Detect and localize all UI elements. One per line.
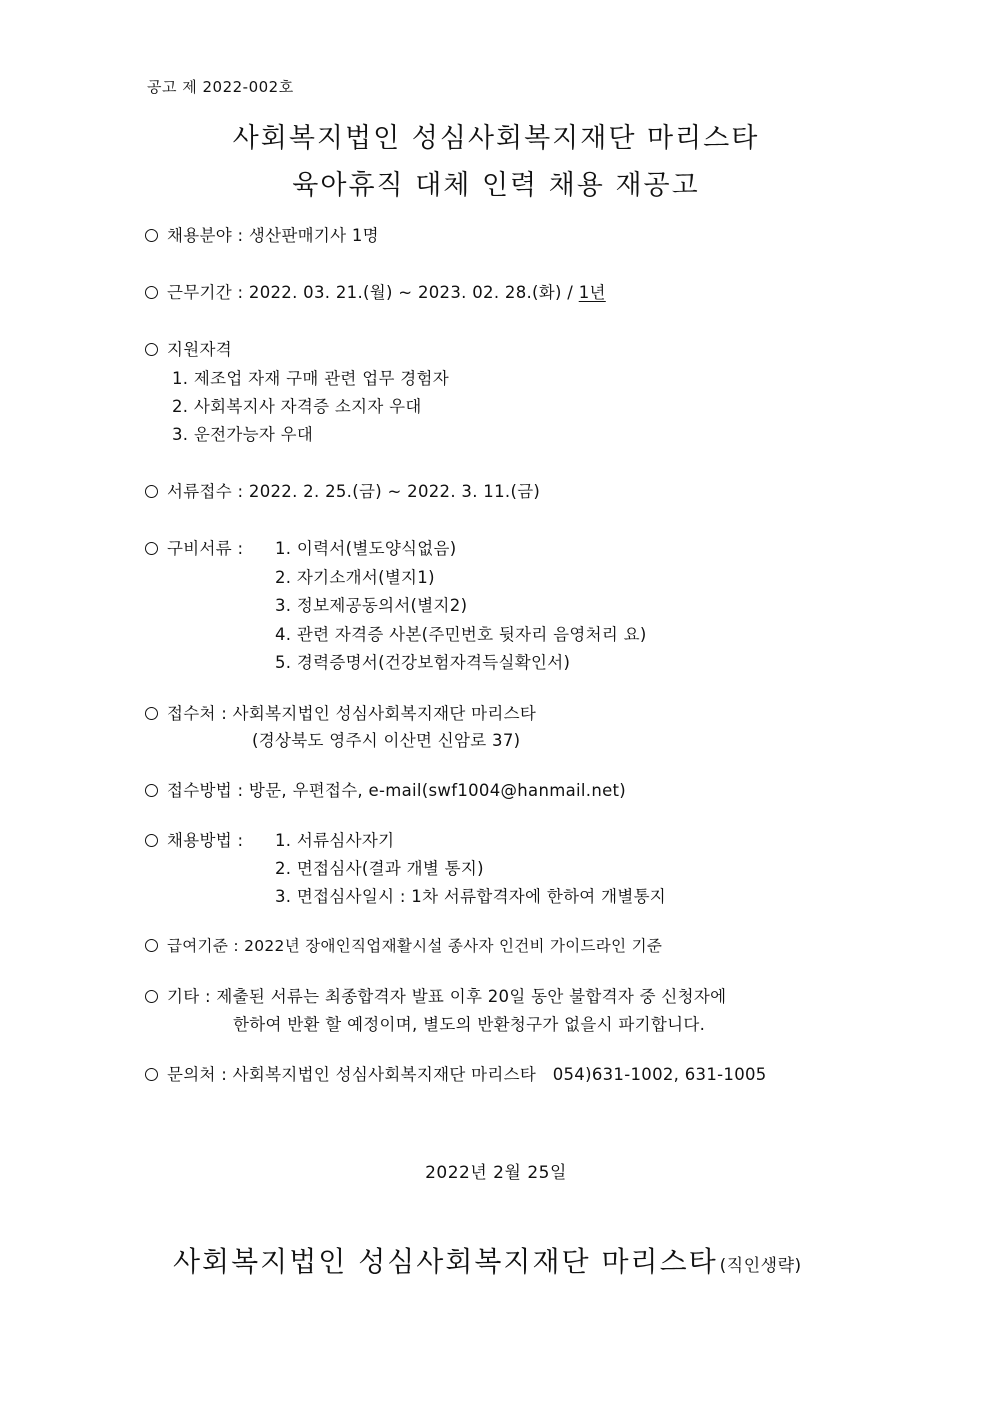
submission-period-line xyxy=(145,484,540,501)
contact-line xyxy=(145,1067,767,1084)
qualification-item: 1. 제조업 자재 구매 관련 업무 경험자 xyxy=(172,369,449,388)
etc-text: 기타 : 제출된 서류는 최종합격자 발표 이후 20일 동안 불합격자 중 신청자에 xyxy=(167,987,727,1006)
notice-date: 2022년 2월 25일 xyxy=(425,1163,567,1183)
seal-note: (직인생략) xyxy=(719,1256,802,1276)
method-line xyxy=(145,783,626,800)
circle-bullet-icon xyxy=(145,1068,158,1081)
field-text: 채용분야 : 생산판매기사 1명 xyxy=(167,226,379,245)
page-title-line1: 사회복지법인 성심사회복지재단 마리스타 xyxy=(232,123,760,154)
submission-period-text: 서류접수 : 2022. 2. 25.(금) ~ 2022. 3. 11.(금) xyxy=(167,482,541,501)
circle-bullet-icon xyxy=(145,990,158,1003)
receiver-line xyxy=(145,706,536,723)
organization-signature xyxy=(173,1240,802,1280)
document-item: 4. 관련 자격증 사본(주민번호 뒷자리 음영처리 요) xyxy=(275,625,647,644)
page-title-line2: 육아휴직 대체 인력 채용 재공고 xyxy=(292,170,700,201)
documents-heading-text: 구비서류 : xyxy=(167,539,244,558)
circle-bullet-icon xyxy=(145,542,158,555)
document-item: 3. 정보제공동의서(별지2) xyxy=(275,596,468,615)
qualification-heading xyxy=(145,342,232,359)
qualification-item: 3. 운전가능자 우대 xyxy=(172,425,314,444)
qualification-heading-text: 지원자격 xyxy=(167,340,232,359)
receiver-address: (경상북도 영주시 이산면 신암로 37) xyxy=(252,731,521,750)
document-item: 1. 이력서(별도양식없음) xyxy=(275,539,457,558)
organization-name: 사회복지법인 성심사회복지재단 마리스타 xyxy=(173,1245,718,1278)
document-item: 2. 자기소개서(별지1) xyxy=(275,568,435,587)
documents-heading xyxy=(145,541,243,558)
hiring-item: 3. 면접심사일시 : 1차 서류합격자에 한하여 개별통지 xyxy=(275,887,667,906)
period-duration: 1년 xyxy=(578,283,606,302)
contact-text: 문의처 : 사회복지법인 성심사회복지재단 마리스타 054)631-1002, 631-1005 xyxy=(167,1065,767,1084)
etc-line xyxy=(145,989,726,1006)
qualification-item: 2. 사회복지사 자격증 소지자 우대 xyxy=(172,397,422,416)
notice-number: 공고 제 2022-002호 xyxy=(147,78,294,96)
circle-bullet-icon xyxy=(145,784,158,797)
circle-bullet-icon xyxy=(145,286,158,299)
circle-bullet-icon xyxy=(145,485,158,498)
receiver-text: 접수처 : 사회복지법인 성심사회복지재단 마리스타 xyxy=(167,704,537,723)
circle-bullet-icon xyxy=(145,939,158,952)
period-line xyxy=(145,285,606,302)
document-item: 5. 경력증명서(건강보험자격득실확인서) xyxy=(275,653,571,672)
salary-line xyxy=(145,939,662,955)
circle-bullet-icon xyxy=(145,834,158,847)
circle-bullet-icon xyxy=(145,707,158,720)
hiring-item: 1. 서류심사자기 xyxy=(275,831,395,850)
field-line xyxy=(145,228,379,245)
hiring-heading-text: 채용방법 : xyxy=(167,831,244,850)
hiring-heading xyxy=(145,833,243,850)
period-text: 근무기간 : 2022. 03. 21.(월) ~ 2023. 02. 28.(화) / xyxy=(167,283,579,302)
etc-line2: 한하여 반환 할 예정이며, 별도의 반환청구가 없을시 파기합니다. xyxy=(233,1015,706,1034)
method-text: 접수방법 : 방문, 우편접수, e-mail(swf1004@hanmail.net) xyxy=(167,781,627,800)
circle-bullet-icon xyxy=(145,343,158,356)
hiring-item: 2. 면접심사(결과 개별 통지) xyxy=(275,859,484,878)
salary-text: 급여기준 : 2022년 장애인직업재활시설 종사자 인건비 가이드라인 기준 xyxy=(167,937,663,955)
circle-bullet-icon xyxy=(145,229,158,242)
